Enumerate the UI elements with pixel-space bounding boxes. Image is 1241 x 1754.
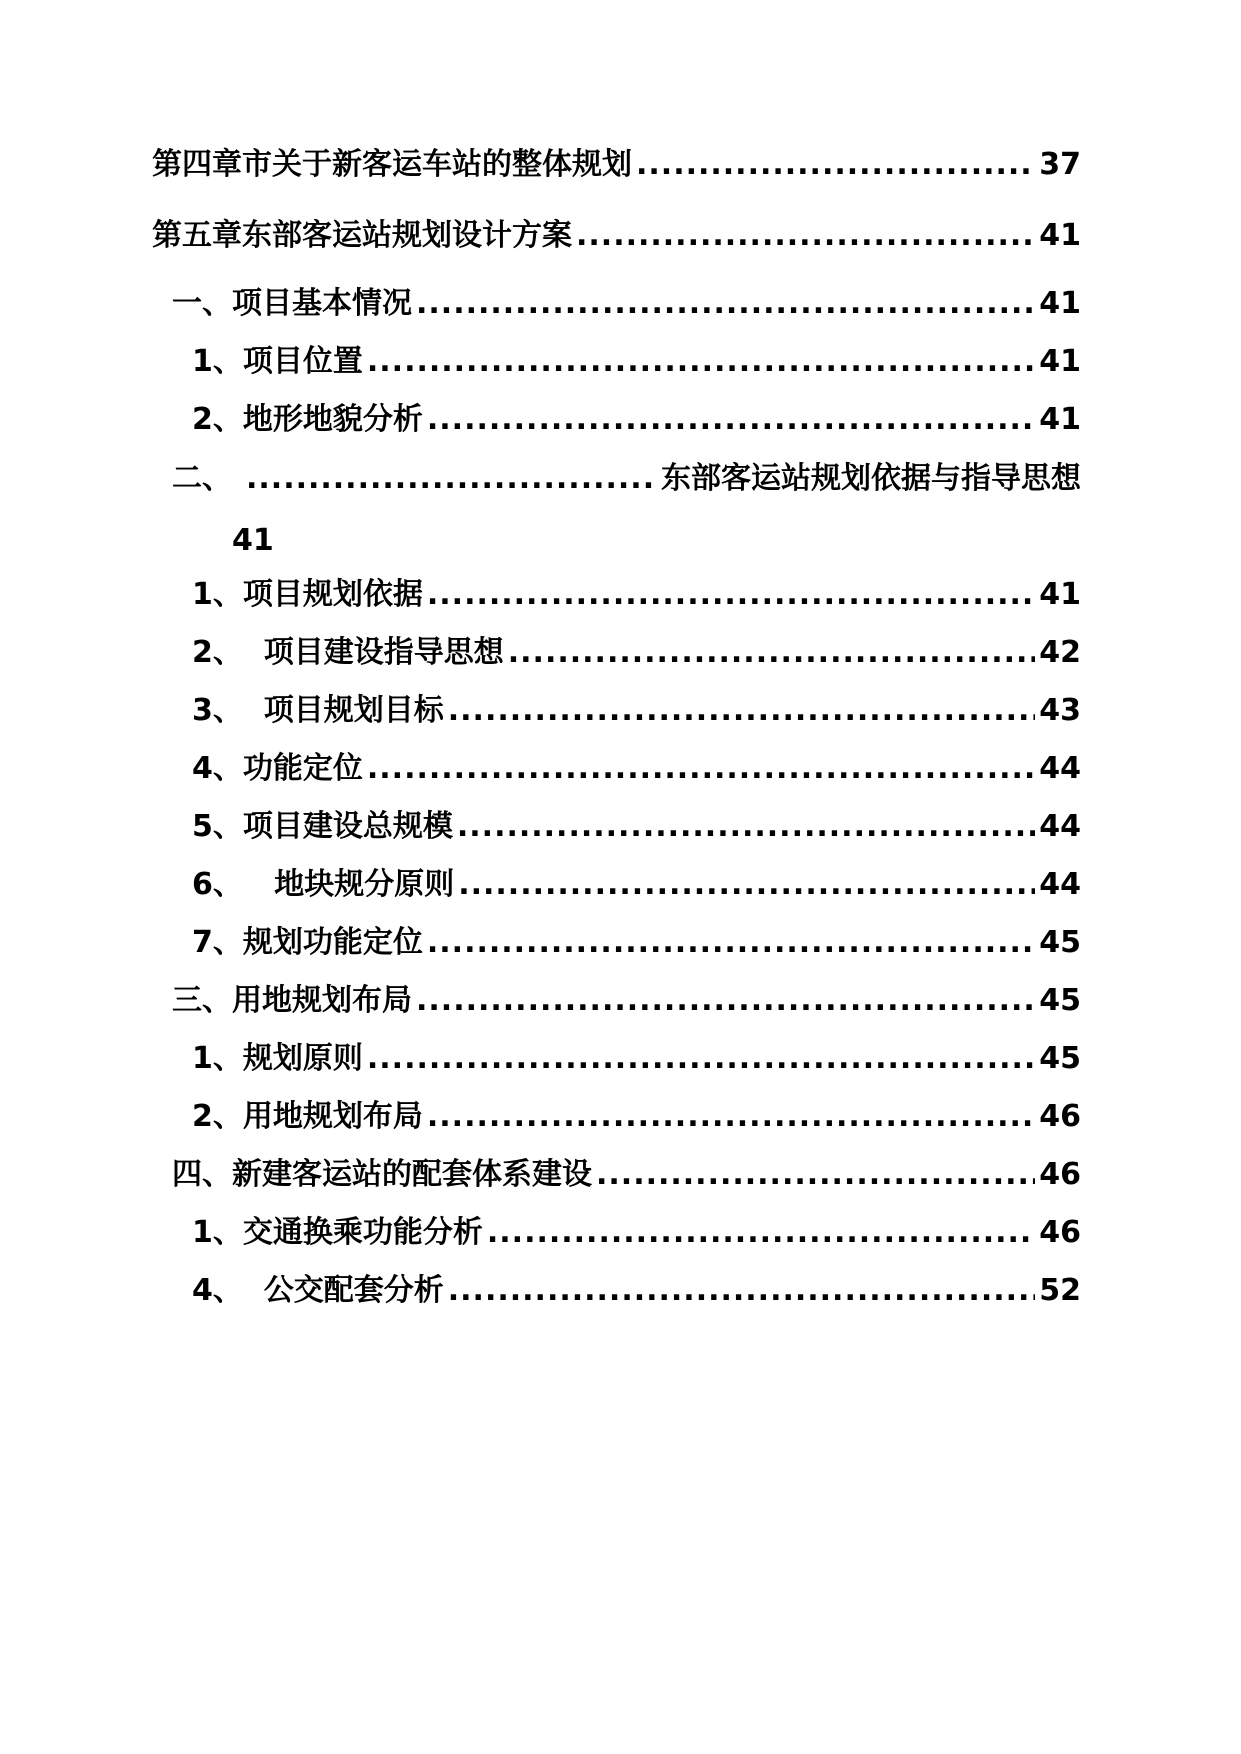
toc-page-number: 44 — [1039, 867, 1081, 902]
toc-item[interactable] — [192, 633, 1081, 673]
chapter-label: 第五章 — [152, 218, 242, 253]
toc-page-number: 41 — [1039, 286, 1081, 321]
toc-entry-title: 2、用地规划布局 — [192, 1099, 423, 1134]
toc-entry-title: 3、 项目规划目标 — [192, 693, 444, 728]
dot-leader — [427, 400, 1035, 440]
toc-section-1[interactable] — [172, 284, 1081, 324]
toc-entry-title: 东部客运站规划依据与指导思想 — [661, 461, 1081, 496]
dot-leader — [246, 459, 657, 499]
toc-page-number: 41 — [1039, 218, 1081, 253]
toc-item[interactable] — [192, 691, 1081, 731]
dot-leader — [596, 1155, 1035, 1195]
toc-entry-title: 四、新建客运站的配套体系建设 — [172, 1157, 592, 1192]
toc-page-number: 46 — [1039, 1157, 1081, 1192]
toc-page-number: 46 — [1039, 1215, 1081, 1250]
toc-item[interactable] — [192, 807, 1081, 847]
dot-leader — [416, 284, 1035, 324]
toc-entry-title: 市关于新客运车站的整体规划 — [242, 147, 632, 182]
toc-entry-title: 1、交通换乘功能分析 — [192, 1215, 483, 1250]
toc-chapter-5[interactable] — [152, 216, 1081, 256]
toc-entry-title: 2、地形地貌分析 — [192, 402, 423, 437]
toc-item[interactable] — [192, 749, 1081, 789]
toc-chapter-4[interactable] — [152, 145, 1081, 185]
chapter-label: 第四章 — [152, 147, 242, 182]
dot-leader — [427, 923, 1035, 963]
toc-page-number: 41 — [1039, 402, 1081, 437]
toc-entry-prefix: 二、 — [172, 461, 232, 496]
toc-item[interactable] — [192, 1097, 1081, 1137]
toc-page-number: 41 — [232, 523, 274, 558]
toc-entry-title: 7、规划功能定位 — [192, 925, 423, 960]
toc-entry-title: 4、功能定位 — [192, 751, 363, 786]
toc-page-number: 43 — [1039, 693, 1081, 728]
toc-section-2[interactable] — [172, 459, 1081, 559]
dot-leader — [427, 1097, 1035, 1137]
toc-item[interactable] — [192, 1271, 1081, 1311]
toc-page-number: 44 — [1039, 751, 1081, 786]
toc-page-number: 45 — [1039, 983, 1081, 1018]
toc-entry-title: 东部客运站规划设计方案 — [242, 218, 572, 253]
toc-entry-title: 5、项目建设总规模 — [192, 809, 453, 844]
dot-leader — [367, 342, 1035, 382]
toc-page-number: 46 — [1039, 1099, 1081, 1134]
dot-leader — [508, 633, 1035, 673]
toc-page-number: 41 — [1039, 344, 1081, 379]
dot-leader — [576, 216, 1035, 256]
toc-entry-title: 1、项目规划依据 — [192, 577, 423, 612]
toc-entry-title: 6、 地块规分原则 — [192, 867, 455, 902]
toc-page-number: 41 — [1039, 577, 1081, 612]
toc-page-number: 52 — [1039, 1273, 1081, 1308]
toc-item[interactable] — [192, 400, 1081, 440]
dot-leader — [427, 575, 1035, 615]
toc-section-4[interactable] — [172, 1155, 1081, 1195]
toc-entry-title: 4、 公交配套分析 — [192, 1273, 444, 1308]
toc-item[interactable] — [192, 1213, 1081, 1253]
toc-page-number: 44 — [1039, 809, 1081, 844]
dot-leader — [367, 749, 1035, 789]
dot-leader — [448, 691, 1035, 731]
toc-page-number: 45 — [1039, 925, 1081, 960]
toc-entry-title: 一、项目基本情况 — [172, 286, 412, 321]
toc-item[interactable] — [192, 923, 1081, 963]
toc-item[interactable] — [192, 342, 1081, 382]
dot-leader — [636, 145, 1035, 185]
toc-page-number: 37 — [1039, 147, 1081, 182]
toc-page-number: 42 — [1039, 635, 1081, 670]
toc-page-number: 45 — [1039, 1041, 1081, 1076]
dot-leader — [448, 1271, 1035, 1311]
dot-leader — [458, 865, 1035, 905]
dot-leader — [367, 1039, 1035, 1079]
dot-leader — [487, 1213, 1035, 1253]
toc-item[interactable] — [192, 865, 1081, 905]
toc-entry-title: 1、规划原则 — [192, 1041, 363, 1076]
dot-leader — [416, 981, 1035, 1021]
toc-entry-title: 1、项目位置 — [192, 344, 363, 379]
toc-entry-title: 三、用地规划布局 — [172, 983, 412, 1018]
toc-section-3[interactable] — [172, 981, 1081, 1021]
toc-item[interactable] — [192, 575, 1081, 615]
toc-entry-title: 2、 项目建设指导思想 — [192, 635, 504, 670]
toc-item[interactable] — [192, 1039, 1081, 1079]
dot-leader — [457, 807, 1035, 847]
